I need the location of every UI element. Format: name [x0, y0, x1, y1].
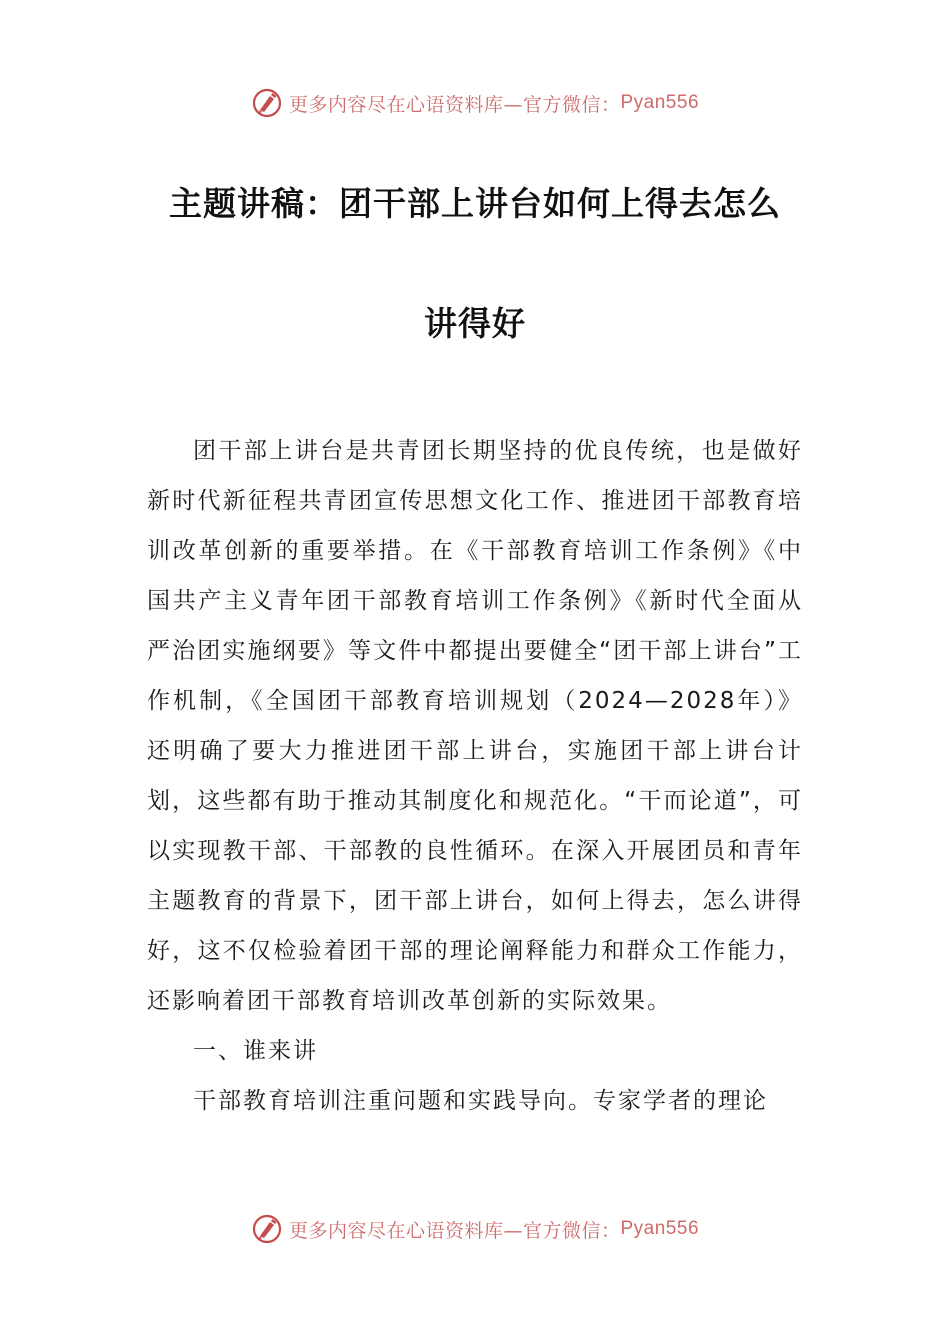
watermark-handle: Pyan556	[620, 92, 700, 113]
document-title-line-1: 主题讲稿：团干部上讲台如何上得去怎么	[169, 184, 781, 223]
pen-nib-logo-icon	[251, 1213, 283, 1245]
watermark-handle: Pyan556	[620, 1218, 700, 1239]
body-paragraph: 团干部上讲台是共青团长期坚持的优良传统，也是做好新时代新征程共青团宣传思想文化工作、推进团干部教育培训改革创新的重要举措。在《干部教育培训工作条例》《中国共产主义青年团干部教育培训工作条例》《新时代全面从严治团实施纲要》等文件中都提出要健全“团干部上讲台”工作机制，《全国团干部教育培训规划（2024—2028年）》还明确了要大力推进团干部上讲台，实施团干部上讲台计划，这些都有助于推动其制度化和规范化。“干而论道”，可以实现教干部、干部教的良性循环。在深入开展团员和青年主题教育的背景下，团干部上讲台，如何上得去，怎么讲得好，这不仅检验着团干部的理论阐释能力和群众工作能力，还影响着团干部教育培训改革创新的实际效果。	[147, 438, 803, 1014]
document-title-line-2: 讲得好	[424, 304, 526, 343]
document-body	[147, 426, 803, 1126]
body-paragraph-continued: 干部教育培训注重问题和实践导向。专家学者的理论	[193, 1088, 768, 1114]
header-watermark	[0, 83, 950, 123]
section-heading: 一、谁来讲	[193, 1038, 318, 1064]
watermark-text: 更多内容尽在心语资料库—官方微信：	[288, 93, 621, 116]
watermark-text: 更多内容尽在心语资料库—官方微信：	[288, 1219, 621, 1242]
pen-nib-logo-icon	[251, 87, 283, 119]
footer-watermark	[0, 1209, 950, 1249]
